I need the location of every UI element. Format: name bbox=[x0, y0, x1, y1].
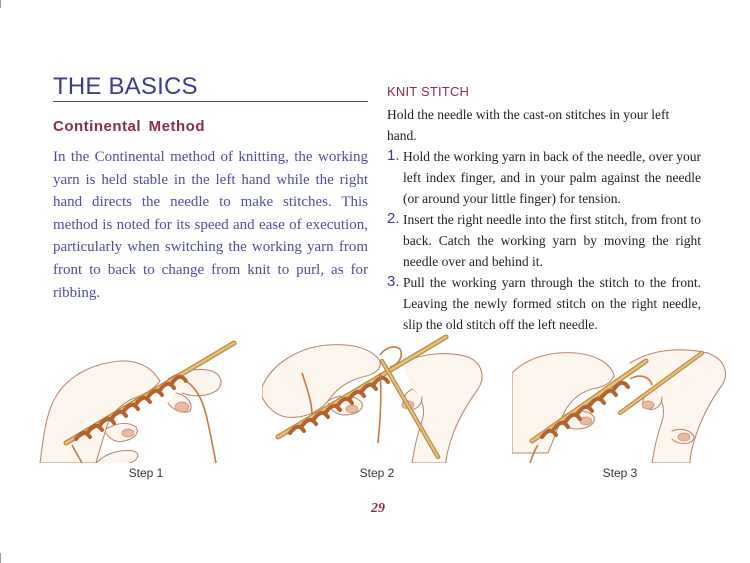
step-text: Pull the working yarn through the stitch to the front. Leaving the newly formed stitch on the right needle, slip the old stitch off the left needle. bbox=[403, 275, 701, 332]
step-1-illustration bbox=[36, 333, 256, 463]
title-underline bbox=[53, 101, 368, 102]
page-number: 29 bbox=[371, 501, 385, 516]
corner-crop-mark bbox=[0, 553, 1, 563]
step-2-caption: Step 2 bbox=[359, 466, 395, 480]
step-1-caption: Step 1 bbox=[128, 466, 164, 480]
section-title: THE BASICS bbox=[53, 73, 198, 100]
knit-stitch-title: KNIT STITCH bbox=[387, 84, 470, 99]
knit-stitch-intro: Hold the needle with the cast-on stitches in your left hand. bbox=[387, 107, 670, 143]
step-number: 2. bbox=[387, 210, 400, 227]
step-item bbox=[387, 209, 701, 272]
continental-intro-paragraph: In the Continental method of knitting, the working yarn is held stable in the left hand while the right hand directs the needle to make stitches. This method is noted for its speed and ease of execution, particularly when switching the working yarn from front to back to change from knit to purl, as for ribbing. bbox=[53, 149, 368, 301]
step-item bbox=[387, 272, 701, 335]
corner-crop-mark bbox=[0, 0, 1, 8]
knit-steps-list bbox=[387, 146, 701, 335]
step-3-caption: Step 3 bbox=[602, 466, 638, 480]
step-number: 1. bbox=[387, 147, 400, 164]
step-text: Hold the working yarn in back of the needle, over your left index finger, and in your palm against the needle (or around your little finger) for tension. bbox=[403, 149, 701, 206]
step-number: 3. bbox=[387, 273, 400, 290]
step-2-illustration bbox=[262, 333, 487, 463]
subsection-title: Continental Method bbox=[53, 118, 205, 135]
step-3-illustration bbox=[512, 333, 732, 463]
step-text: Insert the right needle into the first stitch, from front to back. Catch the working yarn by moving the right needle over and behind it. bbox=[403, 212, 701, 269]
step-item bbox=[387, 146, 701, 209]
